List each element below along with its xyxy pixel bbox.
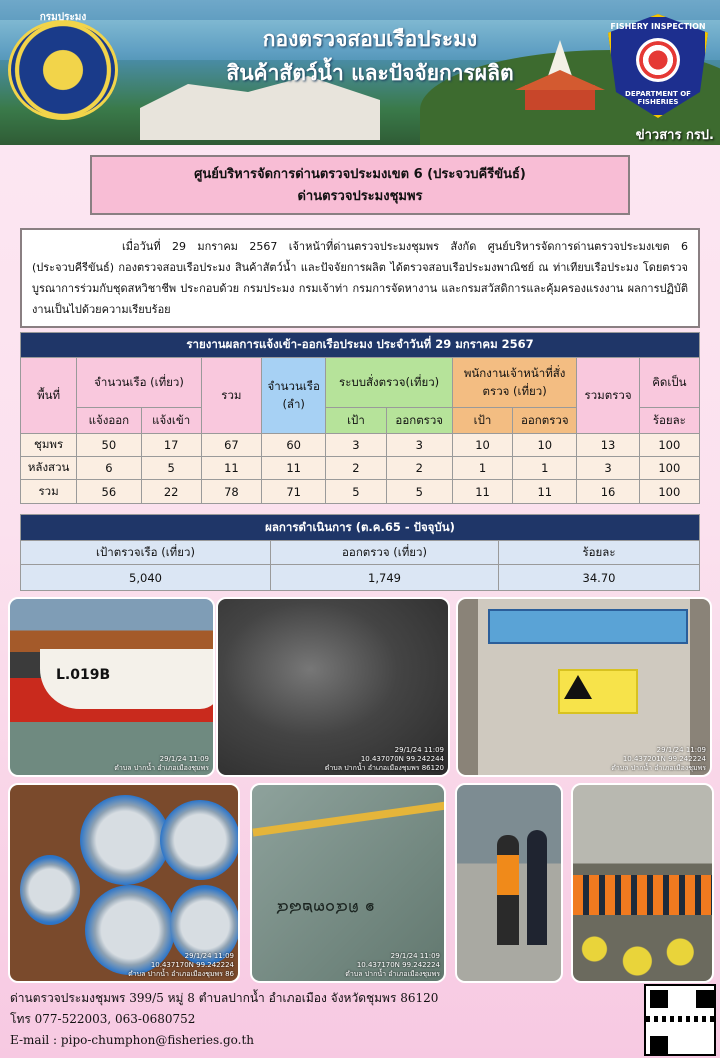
- footer-phone: โทร 077-522003, 063-0680752: [10, 1012, 196, 1026]
- table-row: [21, 434, 700, 457]
- yellow-baskets: [573, 925, 714, 983]
- cell-total-inspect: 3: [577, 457, 639, 480]
- header-title-line2: สินค้าสัตว์น้ำ และปัจจัยการผลิต: [226, 61, 514, 85]
- cell-total: 78: [201, 480, 261, 504]
- boat-number: L.019B: [56, 667, 111, 683]
- cell-inspected-trips: 1,749: [271, 565, 499, 591]
- safety-vest: [497, 855, 519, 895]
- cell-sys-inspected: 5: [386, 480, 452, 504]
- photo-workers-group: [571, 783, 714, 983]
- header-inspected-trips: ออกตรวจ (เที่ยว): [271, 541, 499, 565]
- photo-officers: [455, 783, 563, 983]
- cumulative-results-table: [20, 514, 700, 591]
- report-text-box: [20, 228, 700, 328]
- header-off-inspected: ออกตรวจ: [513, 408, 577, 434]
- left-logo-text: กรมประมง: [39, 12, 87, 23]
- cell-off-target: 11: [452, 480, 512, 504]
- footer-email[interactable]: E-mail : pipo-chumphon@fisheries.go.th: [10, 1033, 255, 1047]
- report-paragraph: เมื่อวันที่ 29 มกราคม 2567 เจ้าหน้าที่ด่านตรวจประมงชุมพร สังกัด ศูนย์บริหารจัดการด่านตรวจประมงเขต 6 (ประจวบคีรีขันธ์) กองตรวจสอบเรือประมง สินค้าสัตว์น้ำ และปัจจัยการผลิต ได้ตรวจสอบเรือประมงพาณิชย์ ณ ท่าเทียบเรือประมง โดยตรวจบูรณาการร่วมกับชุดสหวิชาชีพ ประกอบด้วย กรมประมง กรมเจ้าท่า กรมการจัดหางาน และกรมสวัสดิการและคุ้มครองแรงงาน ผลการปฏิบัติงานเป็นไปด้วยความเรียบร้อย: [32, 240, 688, 316]
- cell-off-inspected: 1: [513, 457, 577, 480]
- header-total: รวม: [201, 358, 261, 434]
- header-percent-unit: ร้อยละ: [639, 408, 699, 434]
- table-row: [21, 565, 700, 591]
- rope: [252, 801, 446, 836]
- header-target-trips: เป้าตรวจเรือ (เที่ยว): [21, 541, 271, 565]
- photo-stamp: 29/1/24 11:09 10.437070N 99.242244 ตำบล ปากน้ำ อำเภอเมืองชุมพร 86120: [324, 746, 444, 772]
- cell-depart: 6: [77, 457, 141, 480]
- warning-icon: [564, 675, 592, 699]
- person-figure: [527, 830, 547, 945]
- news-label: ข่าวสาร กรป.: [635, 128, 714, 143]
- cell-boats: 60: [262, 434, 326, 457]
- header-off-target: เป้า: [452, 408, 512, 434]
- cell-arrive: 22: [141, 480, 201, 504]
- photo-stamp: 29/1/24 11:09 10.437170N 99.242224 ตำบล ปากน้ำ อำเภอเมืองชุมพร 86: [128, 952, 234, 978]
- table2-title: ผลการดำเนินการ (ต.ค.65 - ปัจจุบัน): [21, 515, 700, 541]
- header-title-line1: กองตรวจสอบเรือประมง: [262, 27, 478, 51]
- daily-report-table: [20, 332, 700, 504]
- photo-equipment-panel: [456, 597, 712, 777]
- footer-contact: [0, 988, 720, 1058]
- cell-depart: 50: [77, 434, 141, 457]
- photo-boat: [8, 597, 215, 777]
- header-area: พื้นที่: [21, 358, 77, 434]
- right-logo-bottom-text: DEPARTMENT OF FISHERIES: [625, 90, 691, 106]
- cell-percent: 100: [639, 434, 699, 457]
- cell-total-inspect: 13: [577, 434, 639, 457]
- header-title: [180, 22, 560, 90]
- header-depart: แจ้งออก: [77, 408, 141, 434]
- blue-sign: [488, 609, 688, 644]
- header-sys-target: เป้า: [326, 408, 386, 434]
- table1-title: รายงานผลการแจ้งเข้า-ออกเรือประมง ประจำวันที่ 29 มกราคม 2567: [21, 333, 700, 358]
- header-percent: ร้อยละ: [499, 541, 700, 565]
- header-boat-trips: จำนวนเรือ (เที่ยว): [77, 358, 202, 408]
- photo-stamp: 29/1/24 11:09 10.437170N 99.242224 ตำบล ปากน้ำ อำเภอเมืองชุมพร: [345, 952, 440, 978]
- cell-off-inspected: 10: [513, 434, 577, 457]
- cell-boats: 71: [262, 480, 326, 504]
- center-line2: ด่านตรวจประมงชุมพร: [297, 189, 423, 204]
- cell-sys-target: 2: [326, 457, 386, 480]
- photo-stamp: 29/1/24 11:09 10.437201N 99.242224 ตำบล ปากน้ำ อำเภอเมืองชุมพร: [611, 746, 706, 772]
- fish-basket: [160, 800, 240, 880]
- header-percent: คิดเป็น: [639, 358, 699, 408]
- cell-arrive: 17: [141, 434, 201, 457]
- fish-basket: [20, 855, 80, 925]
- photo-fish-catch: [8, 783, 240, 983]
- cell-percent: 34.70: [499, 565, 700, 591]
- cell-off-target: 10: [452, 434, 512, 457]
- table-row-total: [21, 480, 700, 504]
- cell-off-target: 1: [452, 457, 512, 480]
- cell-percent: 100: [639, 480, 699, 504]
- header-officer: พนักงานเจ้าหน้าที่สั่งตรวจ (เที่ยว): [452, 358, 577, 408]
- cell-area: รวม: [21, 480, 77, 504]
- cell-total-inspect: 16: [577, 480, 639, 504]
- qr-code-icon[interactable]: [644, 984, 716, 1056]
- cell-target-trips: 5,040: [21, 565, 271, 591]
- photo-stamp: 29/1/24 11:09 ตำบล ปากน้ำ อำเภอเมืองชุมพร: [114, 755, 209, 772]
- footer-address: ด่านตรวจประมงชุมพร 399/5 หมู่ 8 ตำบลปากน้ำ อำเภอเมือง จังหวัดชุมพร 86120: [10, 991, 439, 1005]
- cell-total: 67: [201, 434, 261, 457]
- cell-boats: 11: [262, 457, 326, 480]
- workers-group: [573, 875, 714, 915]
- header-sys-inspected: ออกตรวจ: [386, 408, 452, 434]
- header-boat-count: จำนวนเรือ (ลำ): [262, 358, 326, 434]
- header-total-inspect: รวมตรวจ: [577, 358, 639, 434]
- lifebuoy-icon: [636, 38, 680, 82]
- table-row: [21, 457, 700, 480]
- cell-off-inspected: 11: [513, 480, 577, 504]
- department-of-fisheries-logo: [8, 20, 118, 120]
- right-logo-top-text: FISHERY INSPECTION: [610, 22, 706, 31]
- cell-percent: 100: [639, 457, 699, 480]
- cell-area: หลังสวน: [21, 457, 77, 480]
- photo-net: [216, 597, 450, 777]
- center-line1: ศูนย์บริหารจัดการด่านตรวจประมงเขต 6 (ประจวบคีรีขันธ์): [194, 167, 526, 182]
- cell-sys-inspected: 2: [386, 457, 452, 480]
- fish-basket: [80, 795, 170, 885]
- header-system: ระบบสั่งตรวจ(เที่ยว): [326, 358, 453, 408]
- cell-arrive: 5: [141, 457, 201, 480]
- photo-hull-marking: [250, 783, 446, 983]
- cell-sys-inspected: 3: [386, 434, 452, 457]
- header-arrive: แจ้งเข้า: [141, 408, 201, 434]
- cell-total: 11: [201, 457, 261, 480]
- hull-number-text: ๑ ต๔๐๓๒๘๔: [276, 898, 376, 918]
- center-title-box: [90, 155, 630, 215]
- cell-depart: 56: [77, 480, 141, 504]
- cell-area: ชุมพร: [21, 434, 77, 457]
- cell-sys-target: 3: [326, 434, 386, 457]
- cell-sys-target: 5: [326, 480, 386, 504]
